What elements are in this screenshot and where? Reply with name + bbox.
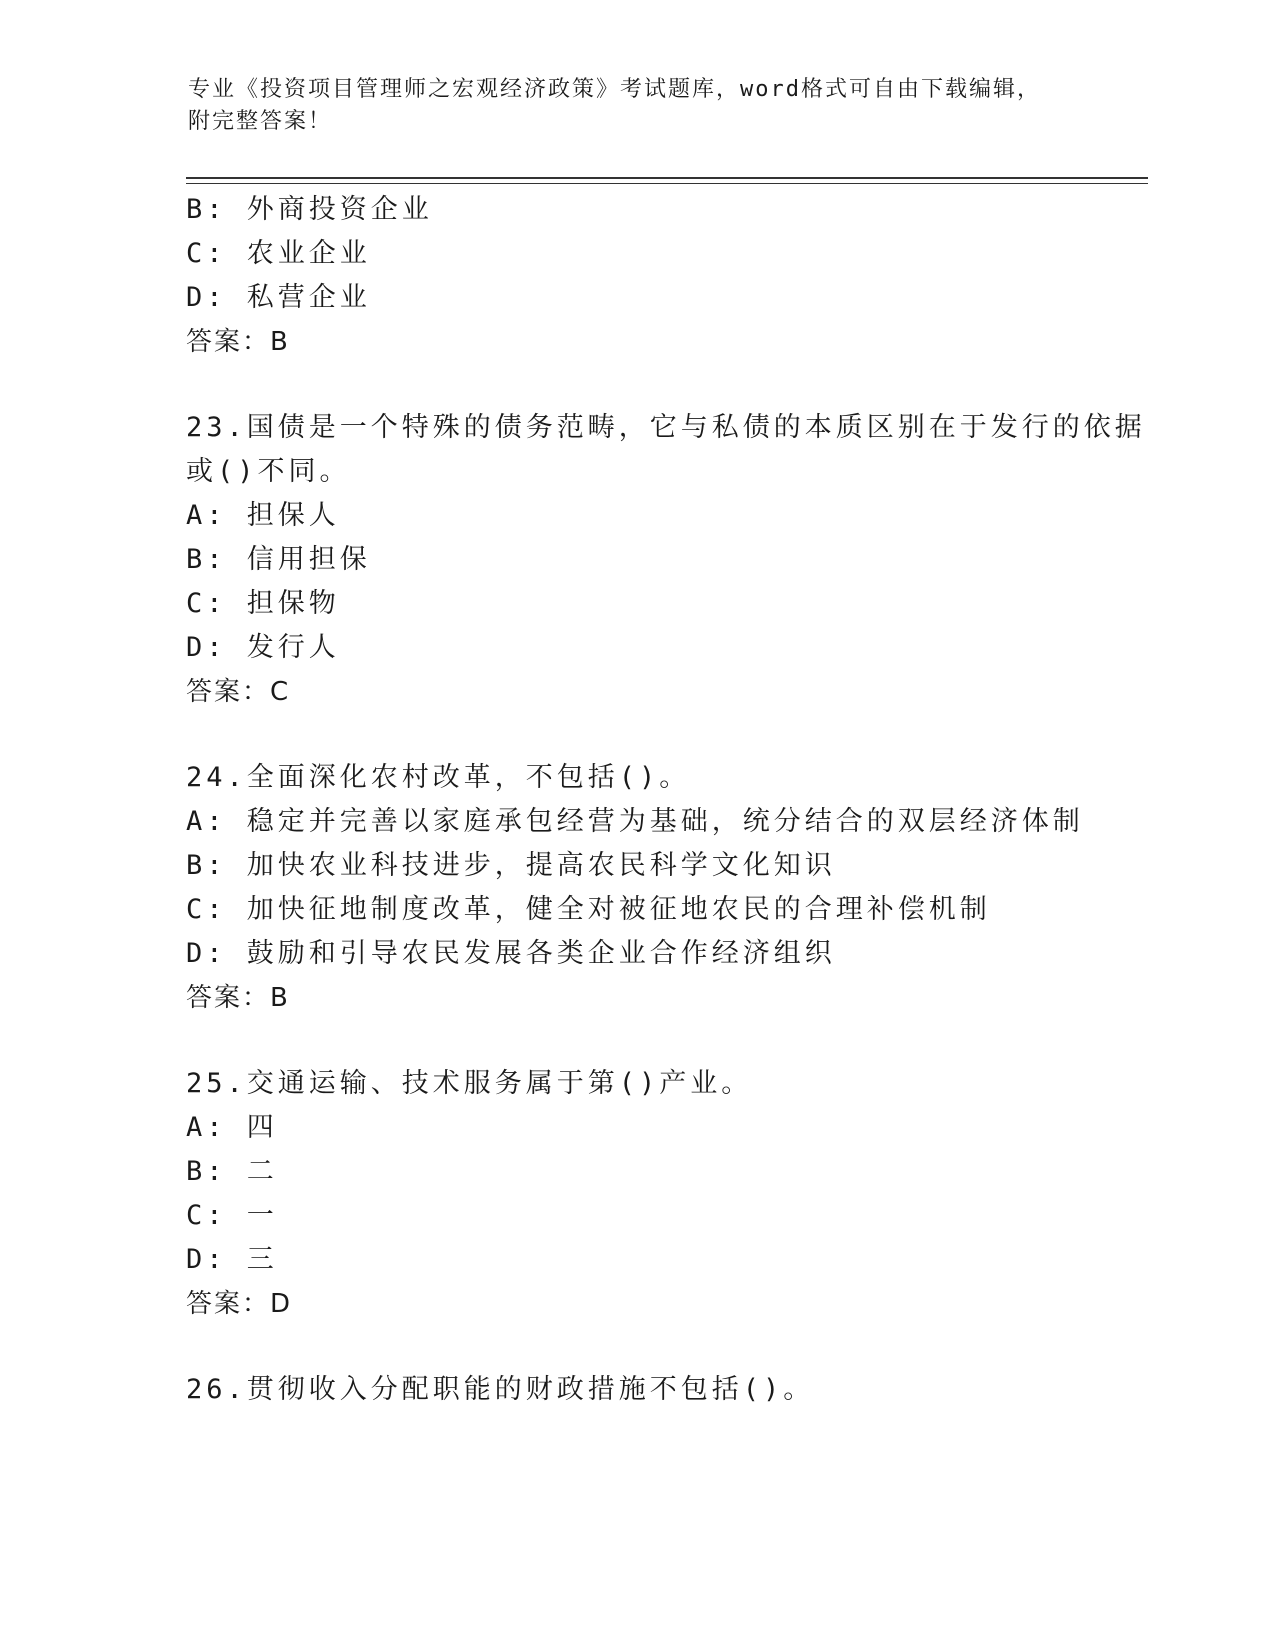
question-stem: 25.交通运输、技术服务属于第()产业。 [186, 1068, 753, 1099]
answer-text: 答案：D [186, 1289, 293, 1319]
header-line-2: 附完整答案！ [188, 109, 333, 134]
option-d: D: 发行人 [186, 632, 340, 663]
header-line-1: 专业《投资项目管理师之宏观经济政策》考试题库，word格式可自由下载编辑， [188, 77, 1041, 102]
answer-text: 答案：C [186, 677, 291, 707]
option-b: B: 信用担保 [186, 544, 371, 575]
option-c: C: 加快征地制度改革，健全对被征地农民的合理补偿机制 [186, 894, 991, 925]
option-d: D: 三 [186, 1244, 278, 1275]
option-d: D: 私营企业 [186, 282, 371, 313]
option-c: C: 担保物 [186, 588, 340, 619]
option-a: A: 担保人 [186, 500, 340, 531]
option-a: A: 稳定并完善以家庭承包经营为基础，统分结合的双层经济体制 [186, 806, 1084, 837]
option-b: B: 二 [186, 1156, 278, 1187]
question-stem: 24.全面深化农村改革，不包括()。 [186, 762, 691, 793]
question-stem-continued: 或()不同。 [186, 456, 351, 487]
option-d: D: 鼓励和引导农民发展各类企业合作经济组织 [186, 938, 836, 969]
option-c: C: 农业企业 [186, 238, 371, 269]
option-c: C: 一 [186, 1200, 278, 1231]
option-b: B: 加快农业科技进步，提高农民科学文化知识 [186, 850, 836, 881]
answer-text: 答案：B [186, 327, 290, 357]
option-b: B: 外商投资企业 [186, 194, 433, 225]
question-stem: 23.国债是一个特殊的债务范畴，它与私债的本质区别在于发行的依据 [186, 412, 1146, 443]
question-stem: 26.贯彻收入分配职能的财政措施不包括()。 [186, 1374, 815, 1405]
header-rule-thin [186, 183, 1148, 184]
header-rule-thick [186, 177, 1148, 179]
document-header [188, 74, 1068, 138]
answer-text: 答案：B [186, 983, 290, 1013]
option-a: A: 四 [186, 1112, 278, 1143]
